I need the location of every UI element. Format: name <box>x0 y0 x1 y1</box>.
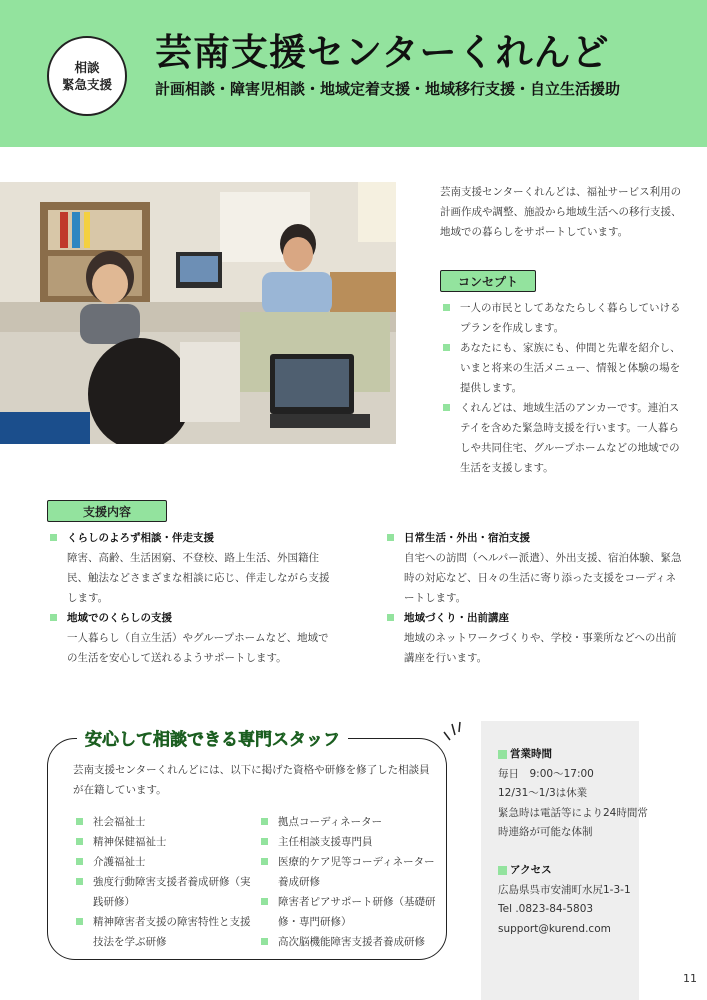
telephone: Tel .0823-84-5803 <box>498 903 594 915</box>
concept-item: 一人の市民としてあなたらしく暮らしていけるプランを作成します。 <box>440 298 682 338</box>
hours-heading <box>498 745 648 765</box>
sparkle-icon <box>440 718 470 744</box>
support-item <box>384 608 684 668</box>
qualification-list-left <box>73 812 253 952</box>
address: 広島県呉市安浦町水尻1-3-1 <box>498 883 631 896</box>
intro-paragraph: 芸南支援センターくれんどは、福祉サービス利用の計画作成や調整、施設から地域生活への移行支援、地域での暮らしをサポートしています。 <box>440 186 682 238</box>
access-block <box>498 861 648 939</box>
qualification-item: 障害者ピアサポート研修（基礎研修・専門研修） <box>258 892 440 932</box>
support-item-desc: 地域のネットワークづくりや、学校・事業所などへの出前講座を行います。 <box>404 632 677 664</box>
hours-block <box>498 745 648 843</box>
header-banner <box>0 0 707 147</box>
qualification-item: 精神障害者支援の障害特性と支援技法を学ぶ研修 <box>73 912 253 952</box>
support-item-desc: 障害、高齢、生活困窮、不登校、路上生活、外国籍住民、触法などさまざまな相談に応じ、伴走しながら支援します。 <box>67 552 330 604</box>
support-item-desc: 一人暮らし（自立生活）やグループホームなど、地域での生活を安心して送れるようサポートします。 <box>67 632 329 664</box>
qualification-item: 精神保健福祉士 <box>73 832 253 852</box>
page-title: 芸南支援センターくれんど <box>155 31 610 74</box>
square-bullet-icon <box>498 750 507 759</box>
qualification-item: 医療的ケア児等コーディネーター養成研修 <box>258 852 440 892</box>
support-list-right <box>384 528 684 668</box>
concept-label: コンセプト <box>440 270 536 292</box>
concept-item: くれんどは、地域生活のアンカーです。連泊ステイを含めた緊急時支援を行います。一人暮らしや共同住宅、グループホームなどの地域での生活を支援します。 <box>440 398 682 478</box>
qualification-item: 拠点コーディネーター <box>258 812 440 832</box>
square-bullet-icon <box>498 866 507 875</box>
support-item <box>47 608 337 668</box>
access-label: アクセス <box>510 864 552 876</box>
qualification-item: 高次脳機能障害支援者養成研修 <box>258 932 440 952</box>
hours-line: 12/31～1/3は休業 <box>498 787 588 799</box>
qualification-item: 主任相談支援専門員 <box>258 832 440 852</box>
qualification-item: 強度行動障害支援者養成研修（実践研修） <box>73 872 253 912</box>
staff-heading: 安心して相談できる専門スタッフ <box>77 725 348 750</box>
support-item-title: 地域でのくらしの支援 <box>67 612 172 624</box>
support-list-left <box>47 528 337 668</box>
badge-line2: 緊急支援 <box>61 77 112 92</box>
support-item <box>384 528 684 608</box>
concept-item: あなたにも、家族にも、仲間と先輩を紹介し、いまと将来の生活メニュー、情報と体験の場を提供します。 <box>440 338 682 398</box>
support-item <box>47 528 337 608</box>
hours-line: 毎日 9:00～17:00 <box>498 767 594 780</box>
page-subtitle: 計画相談・障害児相談・地域定着支援・地域移行支援・自立生活援助 <box>155 80 621 98</box>
hours-line: 緊急時は電話等により24時間常時連絡が可能な体制 <box>498 806 648 838</box>
office-photo <box>0 182 396 444</box>
support-item-title: 日常生活・外出・宿泊支援 <box>404 532 530 544</box>
support-label: 支援内容 <box>47 500 167 522</box>
office-photo-illustration <box>0 182 396 444</box>
info-panel <box>481 721 648 1000</box>
support-item-desc: 自宅への訪問（ヘルパー派遣）、外出支援、宿泊体験、緊急時の対応など、日々の生活に寄り添った支援をコーディネートします。 <box>404 552 682 604</box>
qualification-item: 社会福祉士 <box>73 812 253 832</box>
qualification-item: 介護福祉士 <box>73 852 253 872</box>
concept-list <box>440 298 682 478</box>
qualification-list-right <box>258 812 440 952</box>
staff-intro: 芸南支援センターくれんどには、以下に掲げた資格や研修を修了した相談員が在籍しています。 <box>73 764 430 796</box>
service-badge <box>47 36 127 116</box>
page-number: 11 <box>683 972 697 985</box>
support-item-title: 地域づくり・出前講座 <box>404 612 509 624</box>
access-heading <box>498 861 648 881</box>
badge-line1: 相談 <box>74 60 100 75</box>
support-item-title: くらしのよろず相談・伴走支援 <box>67 532 214 544</box>
email: support@kurend.com <box>498 922 611 935</box>
hours-label: 営業時間 <box>510 748 552 760</box>
